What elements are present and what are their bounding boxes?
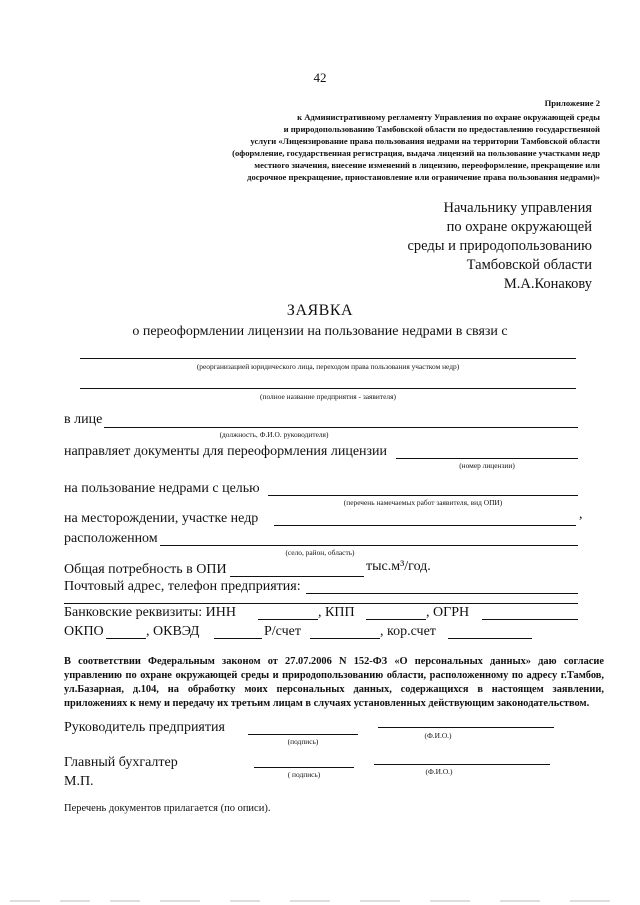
location-caption: (село, район, область) xyxy=(285,548,355,557)
addressee-line: Начальнику управления xyxy=(443,200,592,216)
head-fio-line[interactable] xyxy=(378,727,554,728)
rs-field-line[interactable] xyxy=(310,638,380,639)
appendix-title: Приложение 2 xyxy=(544,98,600,108)
accountant-fio-caption: (Ф.И.О.) xyxy=(425,767,453,776)
license-number-field-line[interactable] xyxy=(396,458,578,459)
location-field-line[interactable] xyxy=(160,545,578,546)
send-docs-label: направляет документы для переоформления лицензии xyxy=(64,444,388,459)
okved-field-line[interactable] xyxy=(214,638,262,639)
attachments-note: Перечень документов прилагается (по описи). xyxy=(64,803,271,814)
bank-label: Банковские реквизиты: ИНН xyxy=(64,605,236,620)
demand-field-line[interactable] xyxy=(230,576,364,577)
postal-label: Почтовый адрес, телефон предприятия: xyxy=(64,579,301,594)
appendix-line: (оформление, государственная регистрация, выдача лицензий на пользование участками недр xyxy=(232,148,600,158)
okpo-field-line[interactable] xyxy=(106,638,146,639)
demand-label: Общая потребность в ОПИ xyxy=(64,562,227,577)
okpo-label: ОКПО xyxy=(64,624,104,639)
postal-field-line[interactable] xyxy=(306,593,578,594)
position-caption: (должность, Ф.И.О. руководителя) xyxy=(219,430,329,439)
addressee-line: по охране окружающей xyxy=(446,219,592,235)
demand-unit: тыс.м³/год. xyxy=(366,559,431,574)
in-person-field-line[interactable] xyxy=(104,427,578,428)
purpose-field-line[interactable] xyxy=(268,495,578,496)
ogrn-label: , ОГРН xyxy=(426,605,470,620)
appendix-line: местного значения, внесение изменений в лицензию, переоформление, прекращение или xyxy=(254,160,600,170)
kpp-field-line[interactable] xyxy=(366,619,426,620)
head-signature-caption: (подпись) xyxy=(287,737,319,746)
addressee-line: среды и природопользованию xyxy=(407,238,592,254)
license-number-caption: (номер лицензии) xyxy=(459,461,515,470)
okved-label: , ОКВЭД xyxy=(146,624,200,639)
reason-caption: (реорганизацией юридического лица, переходом права пользования участком недр) xyxy=(196,362,460,371)
accountant-signature-caption: ( подпись) xyxy=(287,770,321,779)
company-name-caption: (полное название предприятия - заявителя) xyxy=(260,392,396,401)
in-person-label: в лице xyxy=(64,412,103,427)
deposit-label: на месторождении, участке недр xyxy=(64,511,259,526)
appendix-line: досрочное прекращение, приостановление или ограничение права пользования недрами)» xyxy=(247,172,600,182)
scan-artifact-marks xyxy=(0,897,640,905)
ogrn-field-line[interactable] xyxy=(482,619,578,620)
kpp-label: , КПП xyxy=(318,605,355,620)
ks-label: , кор.счет xyxy=(380,624,436,639)
deposit-comma: , xyxy=(579,507,583,522)
addressee-line: Тамбовской области xyxy=(466,257,592,273)
company-name-field-line[interactable] xyxy=(80,388,576,389)
head-label: Руководитель предприятия xyxy=(64,720,225,735)
rs-label: Р/счет xyxy=(264,624,301,639)
appendix-line: услуги «Лицензирование права пользования недрами на территории Тамбовской области xyxy=(250,136,600,146)
stamp-label: М.П. xyxy=(64,774,94,789)
consent-paragraph: В соответствии Федеральным законом от 27.07.2006 N 152-ФЗ «О персональных данных» даю согласие управлению по охране окружающей среды и природопользованию области, расположенному по адресу г.Тамбов, ул.Базарная, д.104, на обработку моих персональных данных, содержащихся в настоящем заявлении, приложениях к нему и передачу их третьим лицам в случаях установленных действующим законодательством. xyxy=(64,656,604,709)
form-title: ЗАЯВКА xyxy=(286,302,354,319)
accountant-signature-line[interactable] xyxy=(254,767,354,768)
head-signature-line[interactable] xyxy=(248,734,358,735)
works-caption: (перечень намечаемых работ заявителя, вид ОПИ) xyxy=(343,498,503,507)
inn-field-line[interactable] xyxy=(258,619,318,620)
head-fio-caption: (Ф.И.О.) xyxy=(424,731,452,740)
reason-field-line[interactable] xyxy=(80,358,576,359)
appendix-line: к Административному регламенту Управления по охране окружающей среды xyxy=(297,112,600,122)
addressee-line: М.А.Конакову xyxy=(503,276,592,292)
appendix-line: и природопользованию Тамбовской области по предоставлению государственной xyxy=(283,124,600,134)
located-label: расположенном xyxy=(64,531,158,546)
page-number: 42 xyxy=(313,70,327,85)
accountant-fio-line[interactable] xyxy=(374,764,550,765)
ks-field-line[interactable] xyxy=(448,638,532,639)
accountant-label: Главный бухгалтер xyxy=(64,755,178,770)
deposit-field-line[interactable] xyxy=(274,525,576,526)
form-subtitle: о переоформлении лицензии на пользование недрами в связи с xyxy=(132,324,508,339)
postal-field-line-2[interactable] xyxy=(64,603,578,604)
purpose-label: на пользование недрами с целью xyxy=(64,481,260,496)
